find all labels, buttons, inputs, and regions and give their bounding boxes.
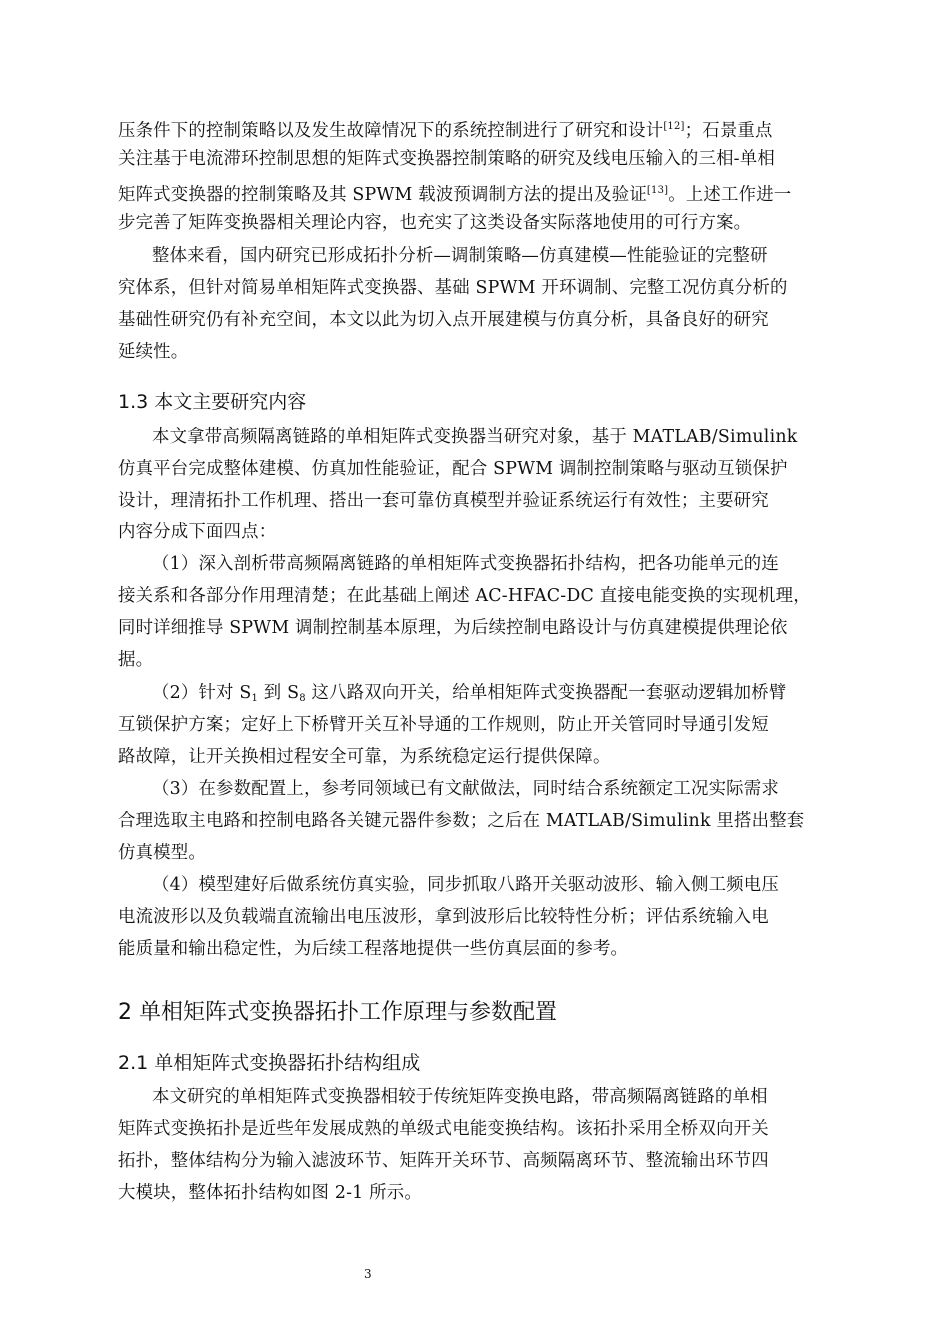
chapter-heading: 2 单相矩阵式变换器拓扑工作原理与参数配置 <box>118 1000 557 1025</box>
text-line: 整体来看，国内研究已形成拓扑分析—调制策略—仿真建模—性能验证的完整研 <box>152 246 768 266</box>
text-line: 矩阵式变换器的控制策略及其 SPWM 载波预调制方法的提出及验证[13]。上述工作进一 <box>118 185 792 205</box>
text-line: （3）在参数配置上，参考同领域已有文献做法，同时结合系统额定工况实际需求 <box>152 779 779 799</box>
text-line: 接关系和各部分作用理清楚；在此基础上阐述 AC-HFAC-DC 直接电能变换的实现机理， <box>118 586 811 606</box>
text-line: 同时详细推导 SPWM 调制控制基本原理，为后续控制电路设计与仿真建模提供理论依 <box>118 618 788 638</box>
text-line: （1）深入剖析带高频隔离链路的单相矩阵式变换器拓扑结构，把各功能单元的连 <box>152 554 779 574</box>
text-line: 关注基于电流滞环控制思想的矩阵式变换器控制策略的研究及线电压输入的三相-单相 <box>118 149 775 169</box>
text-line: 大模块，整体拓扑结构如图 2-1 所示。 <box>118 1183 422 1203</box>
text-line: 内容分成下面四点： <box>118 522 277 542</box>
text-line: 仿真模型。 <box>118 843 206 863</box>
text-line: 步完善了矩阵变换器相关理论内容，也充实了这类设备实际落地使用的可行方案。 <box>118 213 752 233</box>
text-line: 电流波形以及负载端直流输出电压波形，拿到波形后比较特性分析；评估系统输入电 <box>118 907 769 927</box>
text-line: 路故障，让开关换相过程安全可靠，为系统稳定运行提供保障。 <box>118 747 611 767</box>
text-line: 究体系，但针对简易单相矩阵式变换器、基础 SPWM 开环调制、完整工况仿真分析的 <box>118 278 788 298</box>
text-line: 矩阵式变换拓扑是近些年发展成熟的单级式电能变换结构。该拓扑采用全桥双向开关 <box>118 1119 769 1139</box>
section-heading: 1.3 本文主要研究内容 <box>118 391 307 413</box>
text-line: （4）模型建好后做系统仿真实验，同步抓取八路开关驱动波形、输入侧工频电压 <box>152 875 779 895</box>
text-line: 据。 <box>118 650 154 670</box>
citation[interactable]: [13] <box>646 185 669 196</box>
section-heading: 2.1 单相矩阵式变换器拓扑结构组成 <box>118 1052 421 1074</box>
text-line: 延续性。 <box>118 342 189 362</box>
text-line: 基础性研究仍有补充空间，本文以此为切入点开展建模与仿真分析，具备良好的研究 <box>118 310 769 330</box>
text-line: 压条件下的控制策略以及发生故障情况下的系统控制进行了研究和设计[12]；石景重点 <box>118 121 773 141</box>
text-line: 能质量和输出稳定性，为后续工程落地提供一些仿真层面的参考。 <box>118 939 629 959</box>
page-number: 3 <box>364 1267 372 1281</box>
text-line: 合理选取主电路和控制电路各关键元器件参数；之后在 MATLAB/Simulink 里搭出整套 <box>118 811 805 831</box>
text-line: 互锁保护方案；定好上下桥臂开关互补导通的工作规则，防止开关管同时导通引发短 <box>118 715 769 735</box>
text-line: 设计，理清拓扑工作机理、搭出一套可靠仿真模型并验证系统运行有效性；主要研究 <box>118 491 769 511</box>
text-line: （2）针对 $S_1$ 到 $S_8$ 这八路双向开关，给单相矩阵式变换器配一套驱动逻辑加桥臂 <box>152 683 787 704</box>
text-line: 拓扑，整体结构分为输入滤波环节、矩阵开关环节、高频隔离环节、整流输出环节四 <box>118 1151 769 1171</box>
citation[interactable]: [12] <box>663 121 685 132</box>
text-line: 仿真平台完成整体建模、仿真加性能验证，配合 SPWM 调制控制策略与驱动互锁保护 <box>118 459 788 479</box>
text-line: 本文拿带高频隔离链路的单相矩阵式变换器当研究对象，基于 MATLAB/Simulink <box>152 427 798 447</box>
text-line: 本文研究的单相矩阵式变换器相较于传统矩阵变换电路，带高频隔离链路的单相 <box>152 1087 768 1107</box>
